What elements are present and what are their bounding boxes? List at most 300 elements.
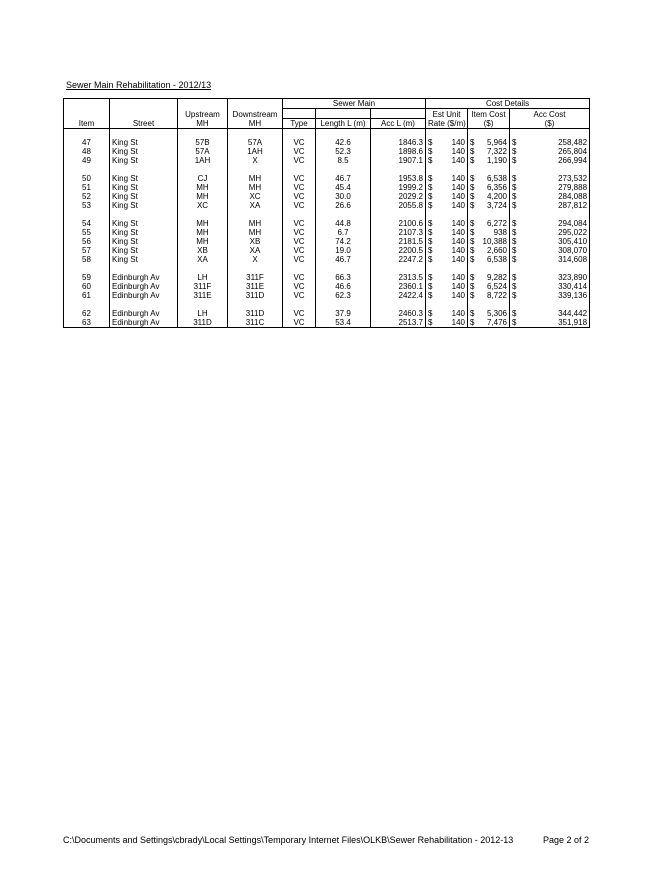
cell-length: 46.7 <box>316 255 371 264</box>
header-item-cost-1: Item Cost <box>468 109 510 119</box>
currency-symbol: $ <box>428 156 433 165</box>
header-downstream-top <box>228 99 283 109</box>
header-downstream-1: Downstream <box>228 109 283 119</box>
spacer-cell <box>316 264 371 273</box>
cell-upstream-mh: 57B <box>178 138 228 147</box>
header-street-mid <box>110 109 178 119</box>
table-row <box>64 183 590 192</box>
cell-street: King St <box>110 228 178 237</box>
header-acc-cost-2: ($) <box>510 119 590 129</box>
currency-symbol: $ <box>512 138 517 147</box>
spacer-cell <box>178 129 228 139</box>
spacer-cell <box>110 165 178 174</box>
cell-acc-cost <box>510 192 590 201</box>
header-sewer-main: Sewer Main <box>283 99 426 109</box>
footer-page-number: Page 2 of 2 <box>542 835 589 845</box>
table-row <box>64 219 590 228</box>
currency-symbol: $ <box>428 174 433 183</box>
cell-acc-cost <box>510 228 590 237</box>
cell-street: Edinburgh Av <box>110 273 178 282</box>
cell-length: 53.4 <box>316 318 371 328</box>
currency-symbol: $ <box>512 318 517 327</box>
spacer-cell <box>110 300 178 309</box>
cell-downstream-mh: XB <box>228 237 283 246</box>
cell-item-cost-value: 5,306 <box>486 309 507 318</box>
cell-acc-cost-value: 308,070 <box>558 246 588 255</box>
currency-symbol: $ <box>512 291 517 300</box>
spacer-cell <box>510 210 590 219</box>
cell-street: Edinburgh Av <box>110 309 178 318</box>
table-row <box>64 201 590 210</box>
cell-acc-length: 1953.8 <box>371 174 426 183</box>
header-street-top <box>110 99 178 109</box>
header-item: Item <box>64 119 110 129</box>
cell-item-cost <box>468 255 510 264</box>
currency-symbol: $ <box>512 273 517 282</box>
currency-symbol: $ <box>428 282 433 291</box>
cell-acc-cost-value: 305,410 <box>558 237 588 246</box>
header-item-cost-2: ($) <box>468 119 510 129</box>
cell-item: 61 <box>64 291 110 300</box>
cell-item: 56 <box>64 237 110 246</box>
cell-unit-rate <box>426 228 468 237</box>
table-row <box>64 192 590 201</box>
cell-street: King St <box>110 183 178 192</box>
currency-symbol: $ <box>428 138 433 147</box>
cell-unit-rate-value: 140 <box>451 318 465 327</box>
cell-downstream-mh: 311C <box>228 318 283 328</box>
header-accl: Acc L (m) <box>371 119 426 129</box>
cell-type: VC <box>283 147 316 156</box>
cell-type: VC <box>283 237 316 246</box>
cell-street: King St <box>110 192 178 201</box>
cell-length: 6.7 <box>316 228 371 237</box>
cell-acc-length: 2055.8 <box>371 201 426 210</box>
spacer-cell <box>510 300 590 309</box>
cell-type: VC <box>283 138 316 147</box>
spacer-cell <box>64 210 110 219</box>
cell-acc-length: 1999.2 <box>371 183 426 192</box>
spacer-row <box>64 165 590 174</box>
spacer-cell <box>468 165 510 174</box>
cell-acc-cost <box>510 201 590 210</box>
cell-acc-cost <box>510 291 590 300</box>
header-item-mid <box>64 109 110 119</box>
spacer-cell <box>426 300 468 309</box>
table-row <box>64 282 590 291</box>
currency-symbol: $ <box>428 147 433 156</box>
cell-item-cost-value: 5,964 <box>486 138 507 147</box>
table-row <box>64 318 590 328</box>
spacer-cell <box>64 165 110 174</box>
cell-item: 47 <box>64 138 110 147</box>
spacer-cell <box>64 264 110 273</box>
table-row <box>64 228 590 237</box>
currency-symbol: $ <box>470 273 475 282</box>
spacer-cell <box>316 165 371 174</box>
cell-downstream-mh: MH <box>228 174 283 183</box>
currency-symbol: $ <box>512 255 517 264</box>
currency-symbol: $ <box>428 309 433 318</box>
cell-item-cost <box>468 237 510 246</box>
spacer-cell <box>371 300 426 309</box>
cell-acc-cost <box>510 237 590 246</box>
spacer-row <box>64 300 590 309</box>
currency-symbol: $ <box>470 201 475 210</box>
table-row <box>64 291 590 300</box>
cell-acc-length: 1907.1 <box>371 156 426 165</box>
cell-upstream-mh: 57A <box>178 147 228 156</box>
cell-item-cost <box>468 246 510 255</box>
header-item-top <box>64 99 110 109</box>
cell-upstream-mh: MH <box>178 183 228 192</box>
cell-unit-rate <box>426 291 468 300</box>
cell-type: VC <box>283 318 316 328</box>
cell-item: 58 <box>64 255 110 264</box>
cell-type: VC <box>283 183 316 192</box>
cell-downstream-mh: MH <box>228 219 283 228</box>
cell-type: VC <box>283 156 316 165</box>
cell-item-cost <box>468 183 510 192</box>
cell-acc-cost-value: 295,022 <box>558 228 588 237</box>
cell-street: King St <box>110 138 178 147</box>
spacer-cell <box>228 129 283 139</box>
spacer-cell <box>371 264 426 273</box>
header-cost-details: Cost Details <box>426 99 590 109</box>
cell-type: VC <box>283 309 316 318</box>
cell-downstream-mh: MH <box>228 228 283 237</box>
cell-acc-cost-value: 294,084 <box>558 219 588 228</box>
cell-item: 53 <box>64 201 110 210</box>
currency-symbol: $ <box>512 183 517 192</box>
cell-acc-length: 2460.3 <box>371 309 426 318</box>
cell-unit-rate <box>426 282 468 291</box>
currency-symbol: $ <box>512 228 517 237</box>
cell-length: 46.7 <box>316 174 371 183</box>
table-row <box>64 147 590 156</box>
cell-acc-cost <box>510 138 590 147</box>
cell-acc-cost-value: 279,888 <box>558 183 588 192</box>
cell-downstream-mh: XA <box>228 246 283 255</box>
cell-unit-rate-value: 140 <box>451 138 465 147</box>
currency-symbol: $ <box>470 174 475 183</box>
spacer-cell <box>283 165 316 174</box>
cell-downstream-mh: XA <box>228 201 283 210</box>
cell-type: VC <box>283 228 316 237</box>
cell-downstream-mh: 311E <box>228 282 283 291</box>
cell-type: VC <box>283 291 316 300</box>
currency-symbol: $ <box>470 255 475 264</box>
cell-unit-rate-value: 140 <box>451 183 465 192</box>
cell-item-cost <box>468 156 510 165</box>
table-row <box>64 309 590 318</box>
spacer-cell <box>426 165 468 174</box>
spacer-cell <box>64 129 110 139</box>
cell-unit-rate-value: 140 <box>451 156 465 165</box>
cell-upstream-mh: LH <box>178 309 228 318</box>
spacer-cell <box>371 165 426 174</box>
cell-street: King St <box>110 201 178 210</box>
cell-unit-rate <box>426 174 468 183</box>
currency-symbol: $ <box>428 273 433 282</box>
cell-item: 52 <box>64 192 110 201</box>
cell-item: 62 <box>64 309 110 318</box>
spacer-cell <box>426 210 468 219</box>
cell-item-cost-value: 1,190 <box>486 156 507 165</box>
header-acc-cost-1: Acc Cost <box>510 109 590 119</box>
cell-length: 26.6 <box>316 201 371 210</box>
cell-item-cost-value: 9,282 <box>486 273 507 282</box>
cell-item: 48 <box>64 147 110 156</box>
spacer-cell <box>110 264 178 273</box>
spacer-cell <box>228 300 283 309</box>
cell-downstream-mh: 57A <box>228 138 283 147</box>
table-row <box>64 174 590 183</box>
cell-unit-rate <box>426 138 468 147</box>
cell-downstream-mh: 1AH <box>228 147 283 156</box>
table-row <box>64 255 590 264</box>
cell-length: 19.0 <box>316 246 371 255</box>
currency-symbol: $ <box>470 237 475 246</box>
spacer-row <box>64 129 590 139</box>
cell-item-cost <box>468 201 510 210</box>
cell-acc-length: 2422.4 <box>371 291 426 300</box>
cell-upstream-mh: 311D <box>178 318 228 328</box>
currency-symbol: $ <box>470 318 475 327</box>
cell-acc-cost-value: 287,812 <box>558 201 588 210</box>
currency-symbol: $ <box>470 183 475 192</box>
cell-unit-rate-value: 140 <box>451 192 465 201</box>
cell-acc-cost-value: 351,918 <box>558 318 588 327</box>
cell-item: 54 <box>64 219 110 228</box>
cell-upstream-mh: CJ <box>178 174 228 183</box>
cell-item-cost <box>468 147 510 156</box>
cell-item: 49 <box>64 156 110 165</box>
currency-symbol: $ <box>470 147 475 156</box>
cell-length: 52.3 <box>316 147 371 156</box>
cell-acc-cost <box>510 318 590 328</box>
cell-length: 62.3 <box>316 291 371 300</box>
cell-unit-rate-value: 140 <box>451 255 465 264</box>
footer-file-path: C:\Documents and Settings\cbrady\Local Settings\Temporary Internet Files\OLKB\Sewer Rehabilitation - 2012-13 <box>63 835 514 845</box>
spacer-cell <box>510 129 590 139</box>
cell-length: 30.0 <box>316 192 371 201</box>
currency-symbol: $ <box>428 228 433 237</box>
spacer-cell <box>283 264 316 273</box>
cell-type: VC <box>283 174 316 183</box>
cell-upstream-mh: LH <box>178 273 228 282</box>
currency-symbol: $ <box>428 318 433 327</box>
cell-unit-rate <box>426 255 468 264</box>
currency-symbol: $ <box>512 192 517 201</box>
cell-item-cost <box>468 291 510 300</box>
cell-acc-cost-value: 258,482 <box>558 138 588 147</box>
cell-length: 8.5 <box>316 156 371 165</box>
cell-acc-cost <box>510 183 590 192</box>
cell-upstream-mh: MH <box>178 219 228 228</box>
cell-acc-length: 2313.5 <box>371 273 426 282</box>
header-upstream-2: MH <box>178 119 228 129</box>
cell-item-cost <box>468 192 510 201</box>
spacer-cell <box>316 300 371 309</box>
header-length-top <box>316 109 371 119</box>
cell-unit-rate-value: 140 <box>451 273 465 282</box>
cell-upstream-mh: MH <box>178 237 228 246</box>
table-row <box>64 273 590 282</box>
spacer-cell <box>468 210 510 219</box>
cell-item: 59 <box>64 273 110 282</box>
currency-symbol: $ <box>428 219 433 228</box>
cell-downstream-mh: XC <box>228 192 283 201</box>
cell-unit-rate-value: 140 <box>451 309 465 318</box>
header-downstream-2: MH <box>228 119 283 129</box>
cell-upstream-mh: 311F <box>178 282 228 291</box>
cell-acc-cost-value: 339,136 <box>558 291 588 300</box>
cell-acc-cost <box>510 282 590 291</box>
cell-street: King St <box>110 147 178 156</box>
currency-symbol: $ <box>470 138 475 147</box>
currency-symbol: $ <box>512 219 517 228</box>
cell-length: 45.4 <box>316 183 371 192</box>
cell-length: 74.2 <box>316 237 371 246</box>
cell-downstream-mh: MH <box>228 183 283 192</box>
cell-upstream-mh: 311E <box>178 291 228 300</box>
currency-symbol: $ <box>512 237 517 246</box>
header-type-top <box>283 109 316 119</box>
cell-acc-cost <box>510 174 590 183</box>
cell-street: King St <box>110 156 178 165</box>
cell-downstream-mh: 311D <box>228 309 283 318</box>
table-row <box>64 138 590 147</box>
cell-acc-length: 2181.5 <box>371 237 426 246</box>
cell-type: VC <box>283 273 316 282</box>
spacer-cell <box>178 210 228 219</box>
cell-street: King St <box>110 219 178 228</box>
cell-acc-length: 2200.5 <box>371 246 426 255</box>
spacer-cell <box>316 210 371 219</box>
cell-unit-rate <box>426 219 468 228</box>
spacer-cell <box>178 264 228 273</box>
cell-length: 37.9 <box>316 309 371 318</box>
cell-unit-rate-value: 140 <box>451 228 465 237</box>
cell-downstream-mh: X <box>228 255 283 264</box>
currency-symbol: $ <box>470 291 475 300</box>
cell-item-cost <box>468 138 510 147</box>
table-row <box>64 237 590 246</box>
cell-upstream-mh: 1AH <box>178 156 228 165</box>
spacer-cell <box>283 210 316 219</box>
header-street: Street <box>110 119 178 129</box>
cell-downstream-mh: 311F <box>228 273 283 282</box>
cell-acc-cost-value: 330,414 <box>558 282 588 291</box>
table-row <box>64 156 590 165</box>
cell-item-cost <box>468 174 510 183</box>
cell-unit-rate <box>426 246 468 255</box>
cell-item-cost-value: 4,200 <box>486 192 507 201</box>
currency-symbol: $ <box>428 237 433 246</box>
cell-length: 46.6 <box>316 282 371 291</box>
spacer-cell <box>371 129 426 139</box>
cell-unit-rate-value: 140 <box>451 219 465 228</box>
cell-item: 55 <box>64 228 110 237</box>
cell-type: VC <box>283 192 316 201</box>
cell-upstream-mh: MH <box>178 192 228 201</box>
cell-item-cost-value: 7,322 <box>486 147 507 156</box>
cell-unit-rate-value: 140 <box>451 147 465 156</box>
cell-item: 60 <box>64 282 110 291</box>
currency-symbol: $ <box>470 282 475 291</box>
currency-symbol: $ <box>428 192 433 201</box>
currency-symbol: $ <box>428 255 433 264</box>
cell-acc-cost-value: 344,442 <box>558 309 588 318</box>
cell-item-cost-value: 8,722 <box>486 291 507 300</box>
currency-symbol: $ <box>512 246 517 255</box>
cell-unit-rate <box>426 273 468 282</box>
cell-item-cost <box>468 228 510 237</box>
spacer-row <box>64 210 590 219</box>
cell-type: VC <box>283 219 316 228</box>
cell-item-cost-value: 2,660 <box>486 246 507 255</box>
table-body <box>64 129 590 328</box>
cell-unit-rate-value: 140 <box>451 201 465 210</box>
cell-unit-rate-value: 140 <box>451 174 465 183</box>
table-header <box>64 99 590 129</box>
currency-symbol: $ <box>512 282 517 291</box>
spacer-cell <box>228 264 283 273</box>
spacer-cell <box>371 210 426 219</box>
cell-length: 44.8 <box>316 219 371 228</box>
cell-acc-cost <box>510 246 590 255</box>
cell-unit-rate <box>426 201 468 210</box>
currency-symbol: $ <box>470 219 475 228</box>
table-row <box>64 246 590 255</box>
cell-street: King St <box>110 174 178 183</box>
cell-item-cost <box>468 282 510 291</box>
cell-acc-length: 2360.1 <box>371 282 426 291</box>
cell-item: 57 <box>64 246 110 255</box>
currency-symbol: $ <box>470 192 475 201</box>
cell-acc-cost <box>510 147 590 156</box>
cell-acc-length: 2247.2 <box>371 255 426 264</box>
spacer-cell <box>510 165 590 174</box>
cell-acc-cost-value: 284,088 <box>558 192 588 201</box>
spacer-cell <box>228 210 283 219</box>
cell-acc-length: 2029.2 <box>371 192 426 201</box>
cell-item-cost-value: 3,724 <box>486 201 507 210</box>
cell-unit-rate-value: 140 <box>451 246 465 255</box>
cell-acc-length: 2100.6 <box>371 219 426 228</box>
cell-unit-rate <box>426 318 468 328</box>
cell-item-cost-value: 7,476 <box>486 318 507 327</box>
cell-acc-cost-value: 266,994 <box>558 156 588 165</box>
cell-acc-cost-value: 314,608 <box>558 255 588 264</box>
cell-unit-rate <box>426 183 468 192</box>
cell-unit-rate <box>426 147 468 156</box>
spacer-cell <box>228 165 283 174</box>
cell-acc-cost <box>510 309 590 318</box>
currency-symbol: $ <box>512 147 517 156</box>
cell-unit-rate <box>426 192 468 201</box>
currency-symbol: $ <box>512 201 517 210</box>
currency-symbol: $ <box>470 228 475 237</box>
currency-symbol: $ <box>512 174 517 183</box>
cell-acc-cost <box>510 156 590 165</box>
currency-symbol: $ <box>470 309 475 318</box>
cell-item-cost-value: 6,272 <box>486 219 507 228</box>
cell-length: 66.3 <box>316 273 371 282</box>
cell-item-cost-value: 6,538 <box>486 255 507 264</box>
cell-type: VC <box>283 255 316 264</box>
